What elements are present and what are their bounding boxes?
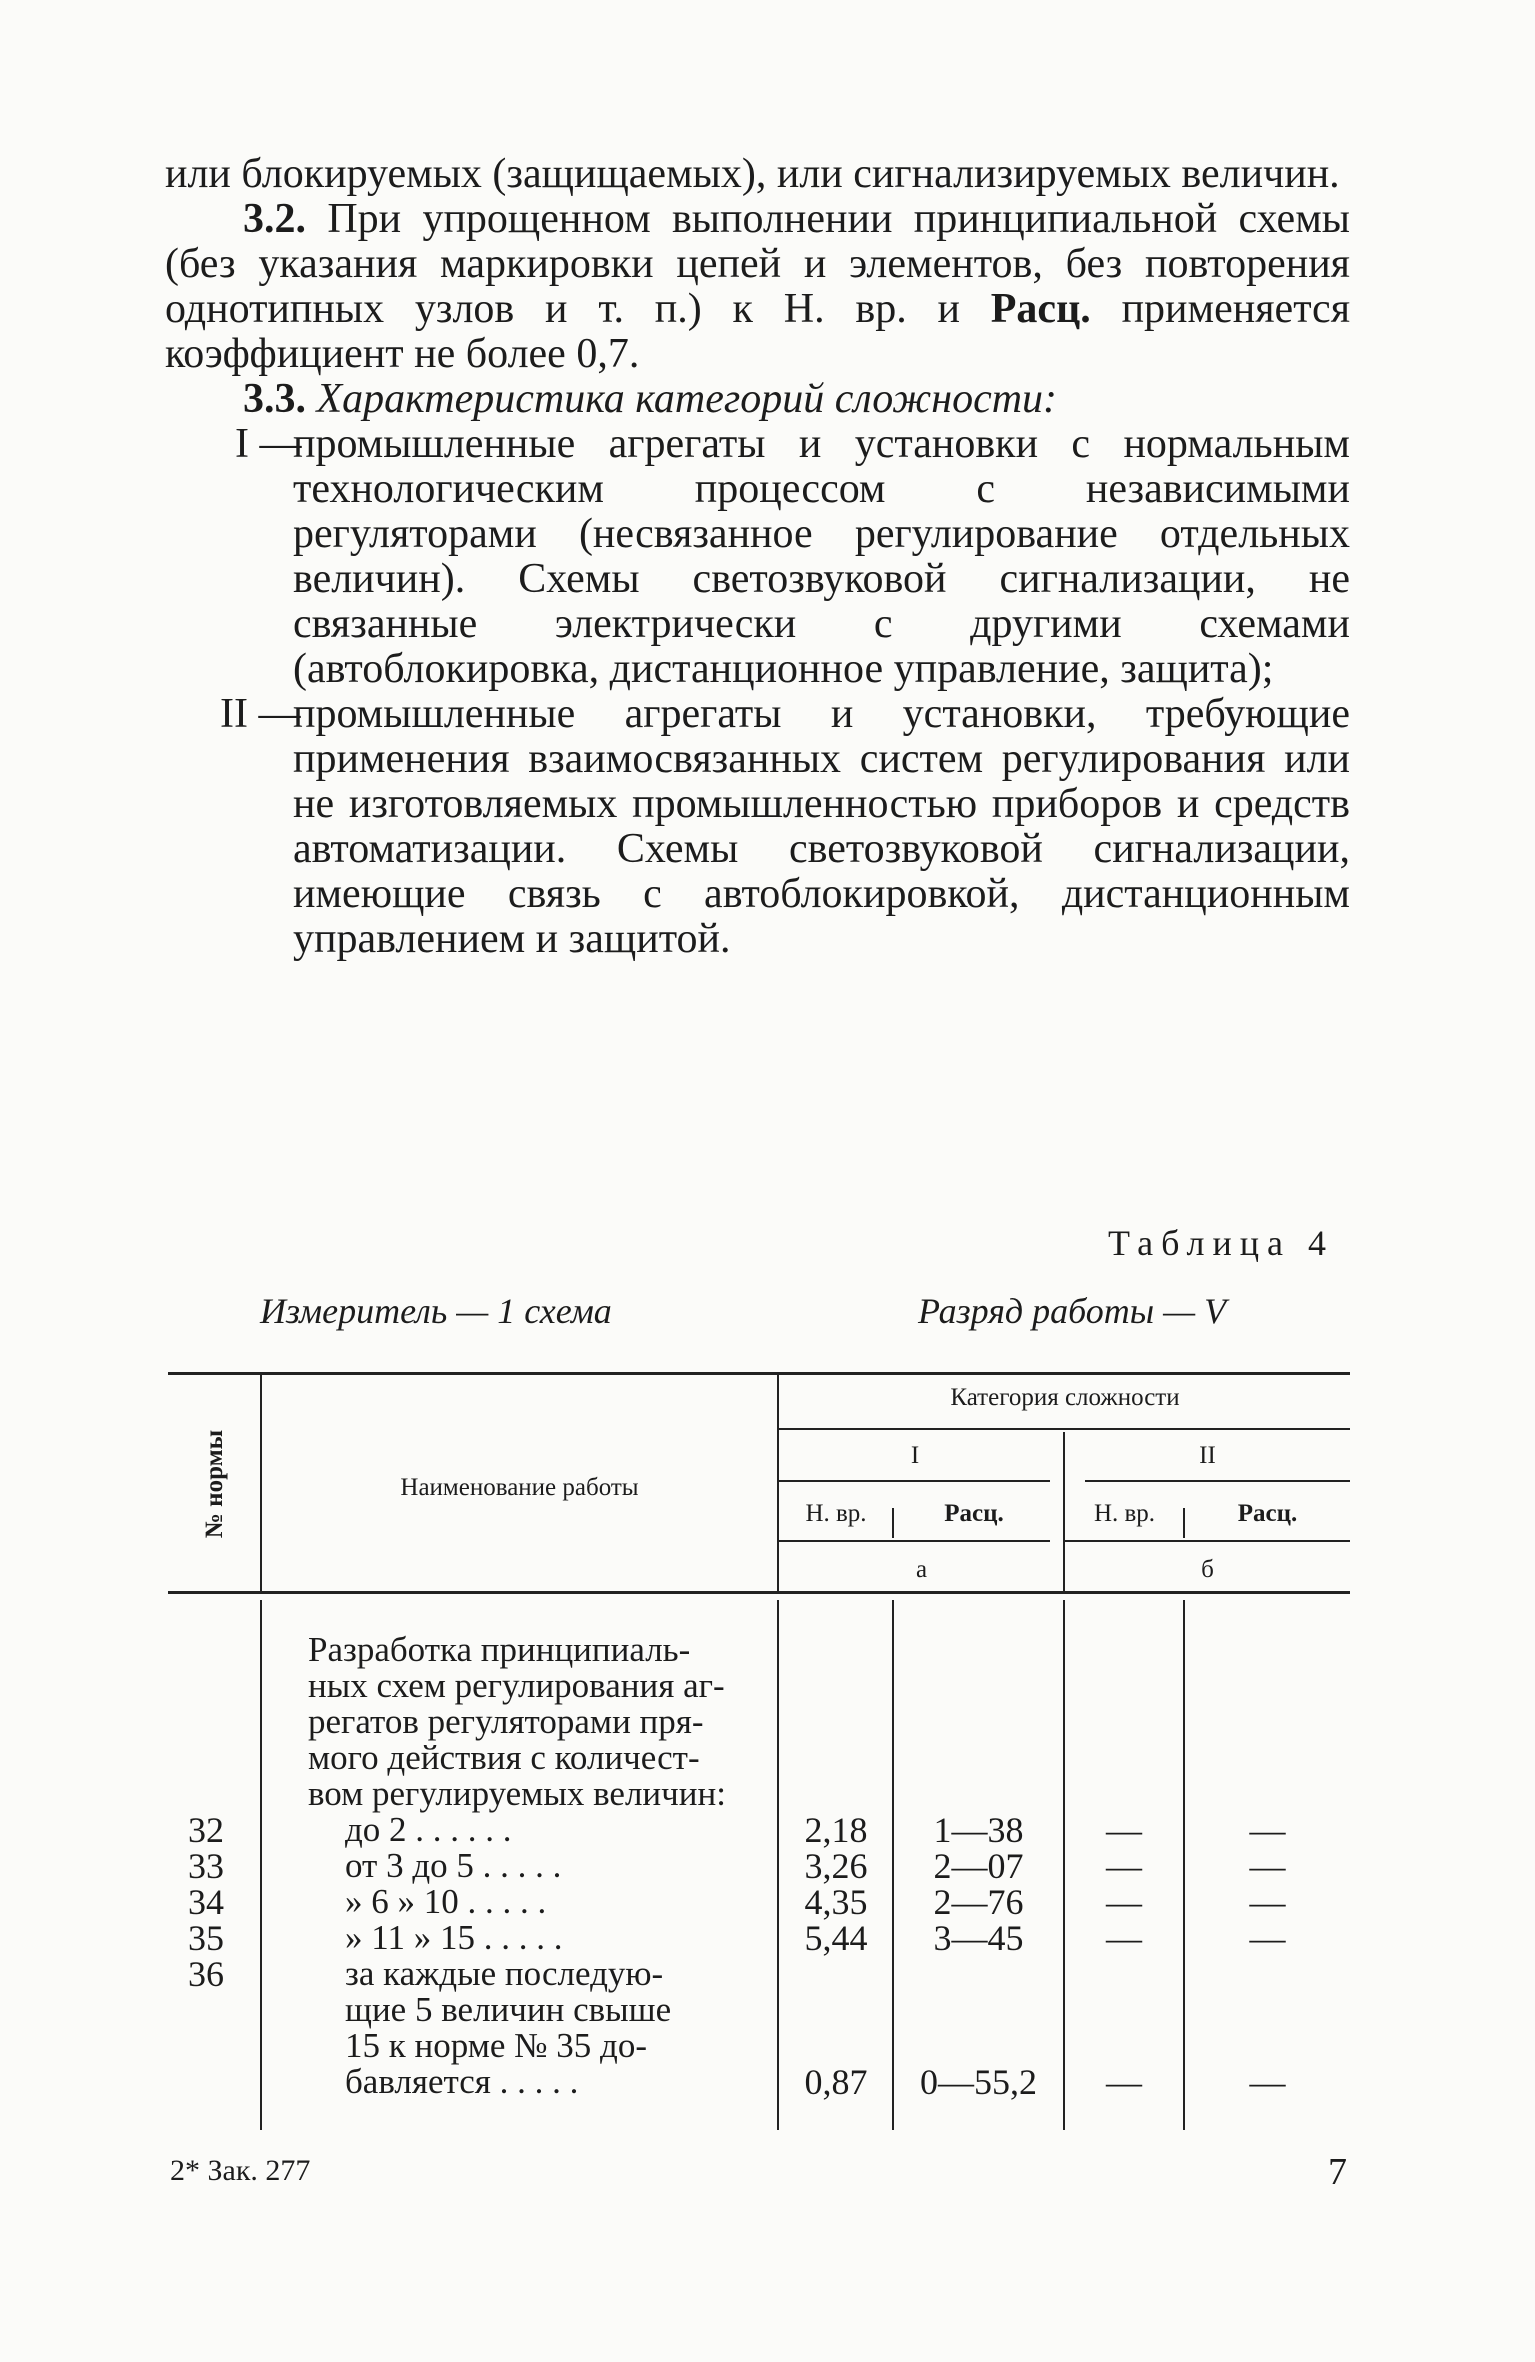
category-2: II — промышленные агрегаты и установки, требующие применения взаимосвязанных систем регулирования или не изготовляемых промышленностью приборов и средств автоматизации. Схемы светозвуковой сигнализации, имеющие связь с автоблокировкой, дистанционным управлением и защитой.	[220, 691, 1350, 962]
hvr-b-value: —	[1106, 1846, 1142, 1886]
header-norm-no: № нормы	[201, 1429, 228, 1539]
subhdr-b-rule	[1065, 1540, 1350, 1542]
hvr-a-value: 0,87	[804, 2062, 868, 2102]
header-col-a: а	[915, 1556, 928, 1583]
cat2-rule	[1085, 1480, 1350, 1482]
header-hvr-b: Н. вр.	[1093, 1500, 1156, 1527]
hvr-a-value: 4,35	[804, 1882, 868, 1922]
rasc-b-value: —	[1249, 1846, 1286, 1886]
hvr-b-value: —	[1106, 2062, 1142, 2102]
table-caption: Таблица 4	[1108, 1223, 1334, 1263]
table-header-rule	[168, 1591, 1350, 1594]
work-description: Разработка принципиаль- ных схем регулирования аг- регатов регуляторами пря- мого действия с количест- вом регулируемых величин:	[308, 1630, 726, 1813]
header-category: Категория сложности	[950, 1384, 1180, 1411]
category-1: I — промышленные агрегаты и установки с нормальным технологическим процессом с независимыми регуляторами (несвязанное регулирование отдельных величин). Схемы светозвуковой сигнализации, не связанные электрически с другими схемами (автоблокировка, дистанционное управление, защита);	[235, 421, 1350, 692]
norm-number: 35	[188, 1918, 224, 1958]
cat1-rule	[778, 1480, 1050, 1482]
header-cat1: I	[910, 1442, 920, 1469]
header-work-name: Наименование работы	[400, 1474, 639, 1501]
paragraph-1: или блокируемых (защищаемых), или сигнализируемых величин.	[165, 151, 1340, 197]
table-row-name: за каждые последую- щие 5 величин свыше 15 к норме № 35 до- бавляется . . . . .	[345, 1954, 672, 2101]
table-meter: Измеритель — 1 схема	[260, 1291, 612, 1331]
header-hvr-a: Н. вр.	[805, 1500, 867, 1527]
rasc-b-value: —	[1249, 1810, 1286, 1850]
header-cat2: II	[1199, 1442, 1216, 1469]
table-row-name: от 3 до 5 . . . . .	[345, 1846, 562, 1885]
hvr-b-value: —	[1106, 1918, 1142, 1958]
page-number: 7	[1328, 2151, 1347, 2193]
table-row-name: » 11 » 15 . . . . .	[345, 1918, 563, 1957]
hvr-a-value: 5,44	[804, 1918, 868, 1958]
body-divider-1	[260, 1600, 262, 2130]
header-rasc-a: Расц.	[944, 1500, 1004, 1527]
category-rule	[778, 1428, 1350, 1430]
hvr-a-value: 3,26	[804, 1846, 868, 1886]
footer-order: 2* Зак. 277	[170, 2154, 311, 2187]
paragraph-3-3: 3.3. Характеристика категорий сложности:	[243, 376, 1058, 422]
norm-number: 36	[188, 1954, 224, 1994]
table-row-name: » 6 » 10 . . . . .	[345, 1882, 547, 1921]
subhdr-a-rule	[778, 1540, 1050, 1542]
rasc-a-value: 0—55,2	[920, 2062, 1037, 2102]
rasc-b-value: —	[1249, 1918, 1286, 1958]
norm-number: 34	[188, 1882, 224, 1922]
rasc-a-value: 2—76	[933, 1882, 1024, 1922]
hvr-b-value: —	[1106, 1810, 1142, 1850]
rasc-b-value: —	[1249, 1882, 1286, 1922]
table-top-rule	[168, 1372, 1350, 1375]
norm-number: 32	[188, 1810, 224, 1850]
table-grade: Разряд работы — V	[918, 1291, 1227, 1331]
hvr-b-value: —	[1106, 1882, 1142, 1922]
rasc-a-value: 3—45	[933, 1918, 1024, 1958]
header-col-b: б	[1201, 1556, 1214, 1583]
header-divider-2	[777, 1372, 779, 1592]
norm-number: 33	[188, 1846, 224, 1886]
paragraph-3-2: 3.2. При упрощенном выполнении принципиальной схемы (без указания маркировки цепей и элементов, без повторения однотипных узлов и т. п.) к Н. вр. и Расц. применяется коэффициент не более 0,7.	[165, 196, 1351, 377]
table-row-name: до 2 . . . . . .	[345, 1810, 512, 1849]
rasc-b-value: —	[1249, 2062, 1286, 2102]
rasc-a-value: 2—07	[933, 1846, 1024, 1886]
rasc-a-value: 1—38	[933, 1810, 1024, 1850]
header-rasc-b: Расц.	[1237, 1500, 1298, 1527]
main-text	[165, 152, 1350, 962]
hvr-a-value: 2,18	[804, 1810, 868, 1850]
